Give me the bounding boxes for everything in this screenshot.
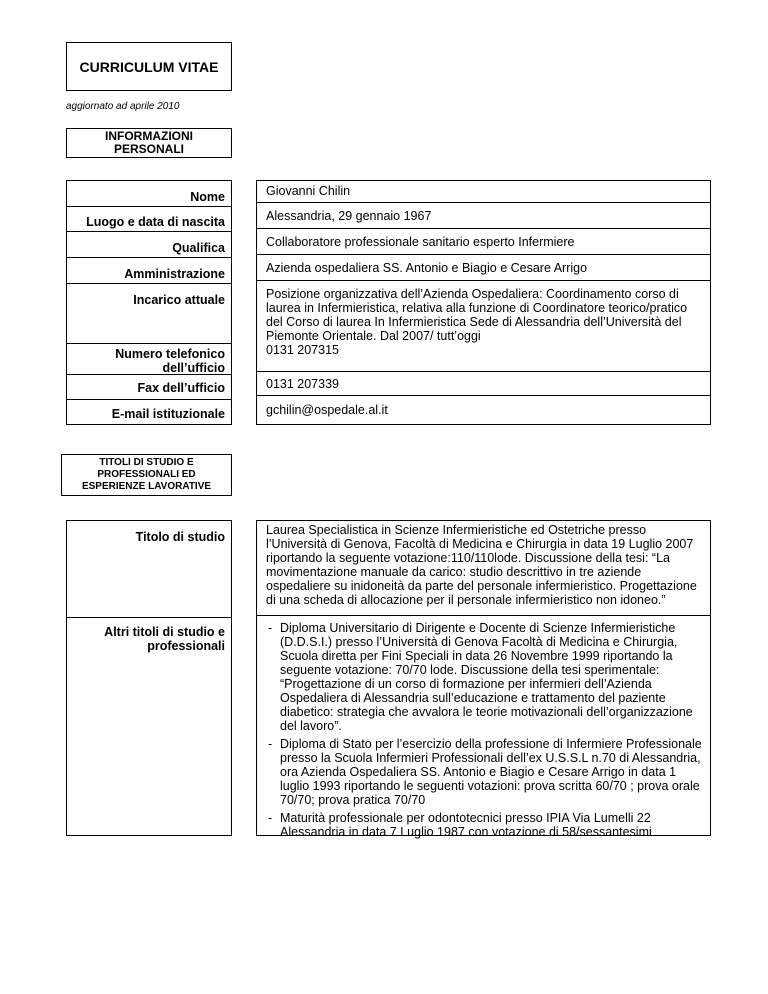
section-title-line: ESPERIENZE LAVORATIVE <box>81 481 212 492</box>
list-item: - Diploma Universitario di Dirigente e Docente di Scienze Infermieristiche (D.D.S.I.) presso l’Università di Genova Facoltà di Medicina e Chirurgia, Scuola diretta per Fini Speciali in data 26 Novembre 1999 riportando la seguente votazione: 70/70 lode. Discussione della tesi sperimentale: “Progettazione di un corso di formazione per infermieri dell’Azienda Ospedaliera di Alessandria sull’educazione e trattamento del paziente diabetico: strategia che avvalora le teorie motivazionali dell’organizzazione del lavoro”. <box>266 621 704 733</box>
studies-values <box>256 520 711 839</box>
cv-title: CURRICULUM VITAE <box>66 42 232 91</box>
section-title-line: PROFESSIONALI ED <box>97 469 196 480</box>
label-qualifica: Qualifica <box>172 241 225 255</box>
label-numero-telefonico <box>67 347 225 375</box>
list-item: - Diploma di Stato per l’esercizio della professione di Infermiere Professionale presso la Scuola Infermieri Professionali dell’ex U.S.S.L n.70 di Alessandria, ora Azienda Ospedaliera SS. Antonio e Biagio e Cesare Arrigo in data 1 luglio 1993 riportando le seguenti votazioni: prova scritta 60/70 ; prova orale 70/70; prova pratica 70/70 <box>266 737 704 807</box>
value-amministrazione: Azienda ospedaliera SS. Antonio e Biagio e Cesare Arrigo <box>266 261 588 275</box>
value-qualifica: Collaboratore professionale sanitario esperto Infermiere <box>266 235 575 249</box>
value-altri-titoli <box>266 621 704 843</box>
value-luogo-data-nascita: Alessandria, 29 gennaio 1967 <box>266 209 432 223</box>
label-line: professionali <box>147 639 225 653</box>
section-title-line: INFORMAZIONI <box>105 129 193 143</box>
label-altri-titoli <box>67 625 225 653</box>
list-item: - Maturità professionale per odontotecnici presso IPIA Via Lumelli 22 Alessandria in data 7 Luglio 1987 con votazione di 58/sessantesimi <box>266 811 704 839</box>
section-header-personal-info <box>66 128 232 158</box>
section-title-line: TITOLI DI STUDIO E <box>99 457 194 468</box>
section-title-line: PERSONALI <box>113 142 184 156</box>
label-email: E-mail istituzionale <box>111 407 225 421</box>
value-fax: 0131 207339 <box>266 377 339 391</box>
studies-labels <box>66 520 232 836</box>
value-nome: Giovanni Chilin <box>266 184 351 198</box>
value-email: gchilin@ospedale.al.it <box>266 403 388 417</box>
value-titolo-studio: Laurea Specialistica in Scienze Infermieristiche ed Ostetriche presso l’Università di Genova, Facoltà di Medicina e Chirurgia in data 19 Luglio 2007 riportando la seguente votazione:110/110lode. Discussione della tesi: “La movimentazione manuale da carico: studio descrittivo in tre aziende ospedaliere su inidoneità da parte del personale infermieristico. Progettazione di una scheda di allocazione per il personale infermieristico non idoneo.” <box>266 523 697 607</box>
label-amministrazione: Amministrazione <box>124 267 225 281</box>
label-fax: Fax dell’ufficio <box>137 381 225 395</box>
value-incarico-attuale: Posizione organizzativa dell’Azienda Ospedaliera: Coordinamento corso di laurea in Infermieristica, relativa alla funzione di Coordinatore teorico/pratico del Corso di laurea In Infermieristica Sede di Alessandria dell’Università del Piemonte Orientale. Dal 2007/ tutt’oggi <box>266 287 688 343</box>
updated-date: aggiornato ad aprile 2010 <box>66 101 180 112</box>
label-line: Altri titoli di studio e <box>104 625 225 639</box>
section-header-studies <box>61 454 232 496</box>
value-telefono: 0131 207315 <box>266 343 339 357</box>
label-line: dell’ufficio <box>162 361 225 375</box>
label-nome: Nome <box>190 190 225 204</box>
label-line: Numero telefonico <box>115 347 225 361</box>
label-luogo-data-nascita: Luogo e data di nascita <box>86 215 225 229</box>
personal-info-values <box>256 180 711 425</box>
personal-info-labels <box>66 180 232 425</box>
label-incarico-attuale: Incarico attuale <box>133 293 225 307</box>
label-titolo-studio: Titolo di studio <box>135 530 225 544</box>
